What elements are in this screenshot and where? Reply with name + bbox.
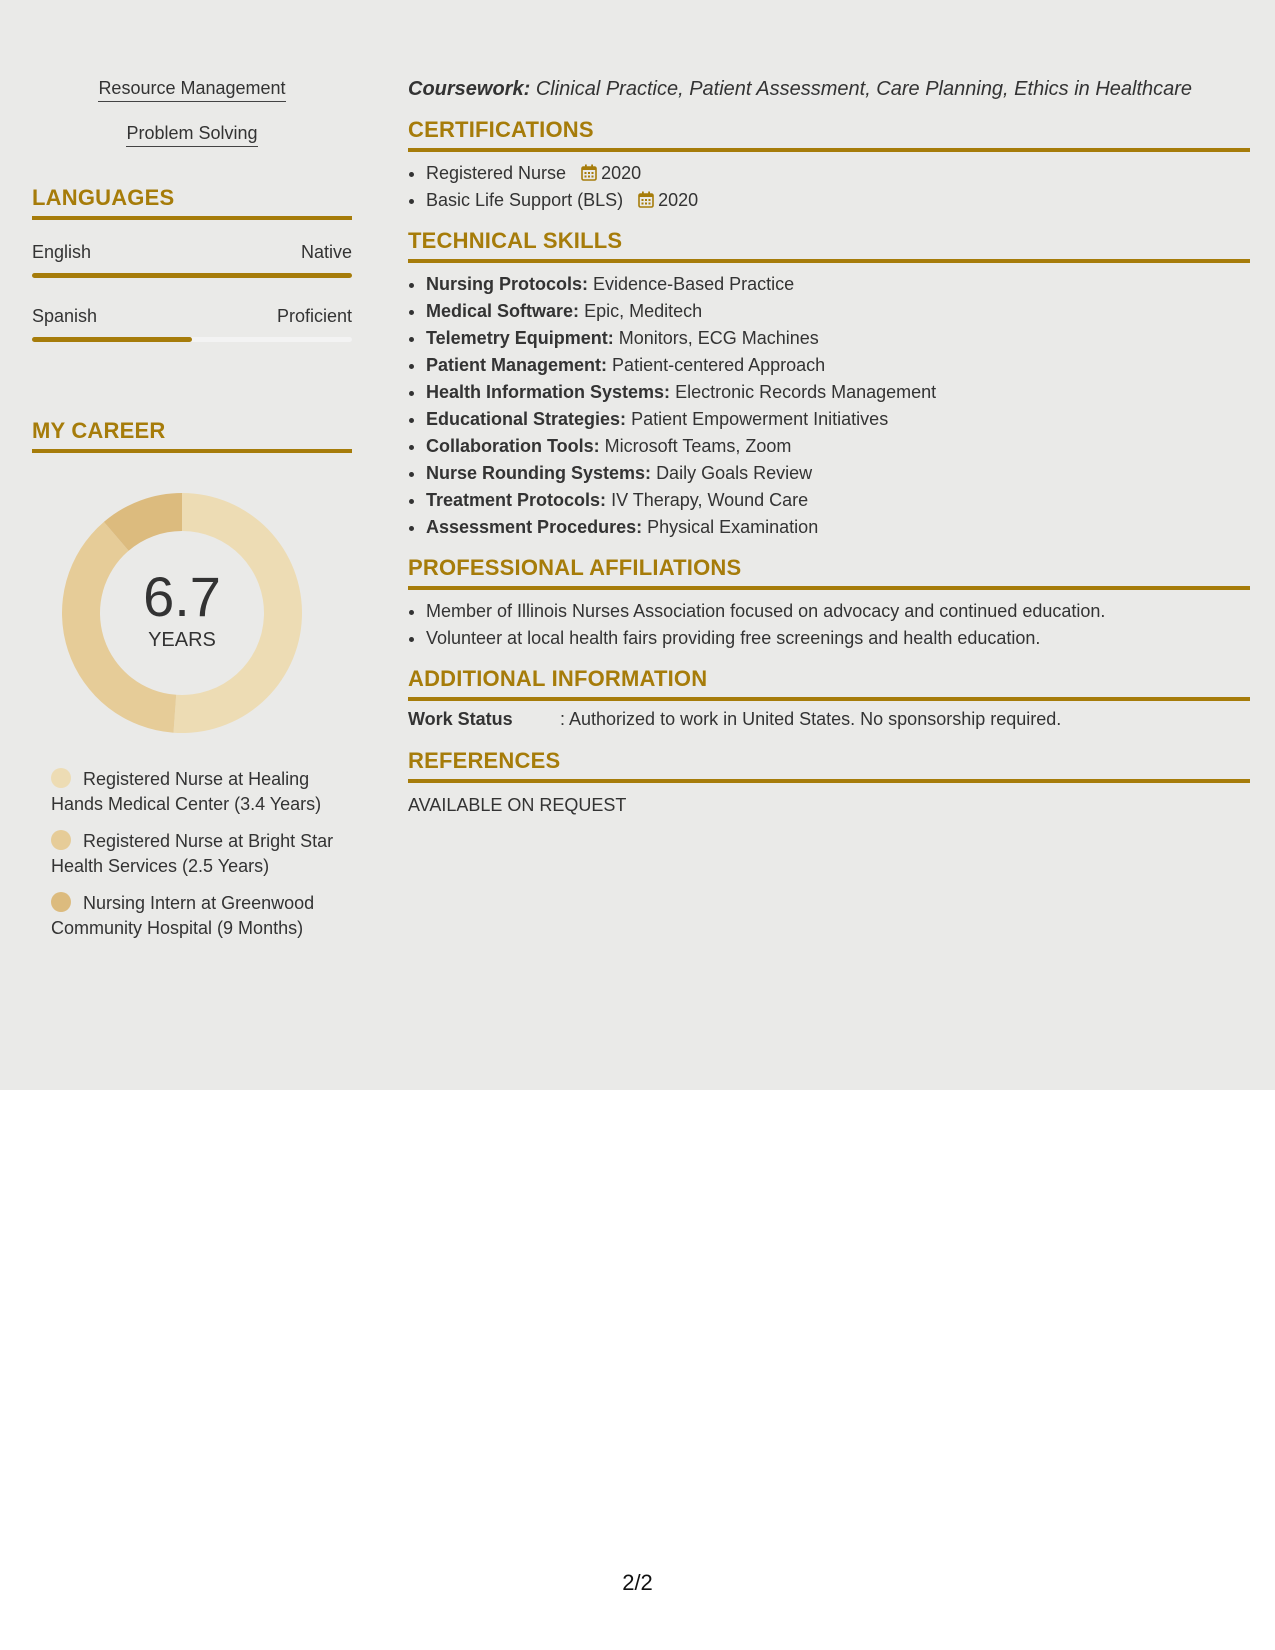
career-total-unit: YEARS	[148, 628, 216, 651]
language-row	[32, 242, 352, 263]
skill-value: Patient-centered Approach	[612, 355, 826, 375]
skill-value: Evidence-Based Practice	[593, 274, 795, 294]
legend-swatch	[51, 768, 71, 788]
section-title-affiliations: PROFESSIONAL AFFILIATIONS	[408, 555, 1250, 590]
career-section	[32, 418, 352, 941]
skill-value: Patient Empowerment Initiatives	[631, 409, 889, 429]
skill-value: Epic, Meditech	[584, 301, 703, 321]
skill-value: Physical Examination	[647, 517, 819, 537]
section-title-technical-skills: TECHNICAL SKILLS	[408, 228, 1250, 263]
skill-value: IV Therapy, Wound Care	[611, 490, 809, 510]
certification-name: Basic Life Support (BLS)	[426, 190, 624, 210]
legend-label: Registered Nurse at Bright Star Health Services (2.5 Years)	[51, 831, 334, 876]
skill-label: Nursing Protocols:	[426, 274, 589, 294]
language-bar	[32, 337, 352, 342]
skill-value: Daily Goals Review	[656, 463, 813, 483]
legend-label: Nursing Intern at Greenwood Community Hospital (9 Months)	[51, 893, 315, 938]
section-title-references: REFERENCES	[408, 748, 1250, 783]
list-item	[426, 487, 1250, 514]
section-title-additional-information: ADDITIONAL INFORMATION	[408, 666, 1250, 701]
list-item: • Volunteer at local health fairs providing free screenings and health education.	[426, 625, 1250, 652]
work-status-value: : Authorized to work in United States. No sponsorship required.	[560, 709, 1062, 729]
legend-item	[51, 767, 341, 817]
career-legend	[51, 767, 341, 941]
skill-tag: Problem Solving	[126, 123, 257, 147]
technical-skills-list	[408, 271, 1250, 541]
career-donut-chart	[62, 493, 302, 733]
skill-value: Microsoft Teams, Zoom	[604, 436, 792, 456]
references-text: AVAILABLE ON REQUEST	[408, 795, 627, 815]
legend-label: Registered Nurse at Healing Hands Medical Center (3.4 Years)	[51, 769, 322, 814]
list-item	[426, 271, 1250, 298]
list-item: • Member of Illinois Nurses Association focused on advocacy and continued education.	[426, 598, 1250, 625]
legend-item	[51, 829, 341, 879]
certification-name: Registered Nurse	[426, 163, 567, 183]
skill-label: Collaboration Tools:	[426, 436, 600, 456]
list-item	[426, 433, 1250, 460]
list-item	[426, 160, 1250, 187]
calendar-icon	[638, 191, 654, 208]
language-level: Proficient	[276, 306, 352, 326]
skill-value: Electronic Records Management	[675, 382, 937, 402]
language-row	[32, 306, 352, 327]
languages-section	[32, 185, 352, 342]
page-number: 2/2	[622, 1570, 653, 1595]
list-item	[426, 514, 1250, 541]
language-name: Spanish	[32, 306, 98, 326]
coursework-label: Coursework:	[408, 78, 531, 100]
certifications-list	[408, 160, 1250, 214]
skill-tag: Resource Management	[98, 78, 285, 102]
list-item	[426, 460, 1250, 487]
left-column	[32, 78, 352, 953]
language-bar-fill	[32, 337, 192, 342]
list-item	[426, 298, 1250, 325]
skill-label: Medical Software:	[426, 301, 580, 321]
list-item	[426, 406, 1250, 433]
certification-year: 2020	[658, 190, 699, 210]
language-bar-fill	[32, 273, 352, 278]
affiliations-list	[408, 598, 1250, 652]
list-item	[426, 379, 1250, 406]
skill-label: Assessment Procedures:	[426, 517, 643, 537]
section-title-certifications: CERTIFICATIONS	[408, 117, 1250, 152]
skill-label: Health Information Systems:	[426, 382, 671, 402]
list-item	[426, 187, 1250, 214]
calendar-icon	[581, 164, 597, 181]
language-level: Native	[300, 242, 352, 262]
language-name: English	[32, 242, 92, 262]
chart-center	[62, 493, 302, 733]
work-status-row	[408, 709, 1250, 730]
list-item	[426, 325, 1250, 352]
section-title-languages: LANGUAGES	[32, 185, 352, 220]
skill-label: Nurse Rounding Systems:	[426, 463, 652, 483]
career-total-value: 6.7	[143, 564, 221, 628]
skill-label: Educational Strategies:	[426, 409, 627, 429]
certification-year: 2020	[601, 163, 642, 183]
list-item	[426, 352, 1250, 379]
legend-swatch	[51, 830, 71, 850]
legend-swatch	[51, 892, 71, 912]
skill-value: Monitors, ECG Machines	[618, 328, 819, 348]
skill-label: Patient Management:	[426, 355, 608, 375]
coursework-text: Clinical Practice, Patient Assessment, Care Planning, Ethics in Healthcare	[535, 78, 1193, 100]
coursework	[408, 78, 1250, 101]
language-bar	[32, 273, 352, 278]
section-title-career: MY CAREER	[32, 418, 352, 453]
work-status-label: Work Status	[408, 709, 513, 729]
right-column	[408, 78, 1250, 816]
legend-item	[51, 891, 341, 941]
skill-label: Telemetry Equipment:	[426, 328, 614, 348]
skill-label: Treatment Protocols:	[426, 490, 607, 510]
